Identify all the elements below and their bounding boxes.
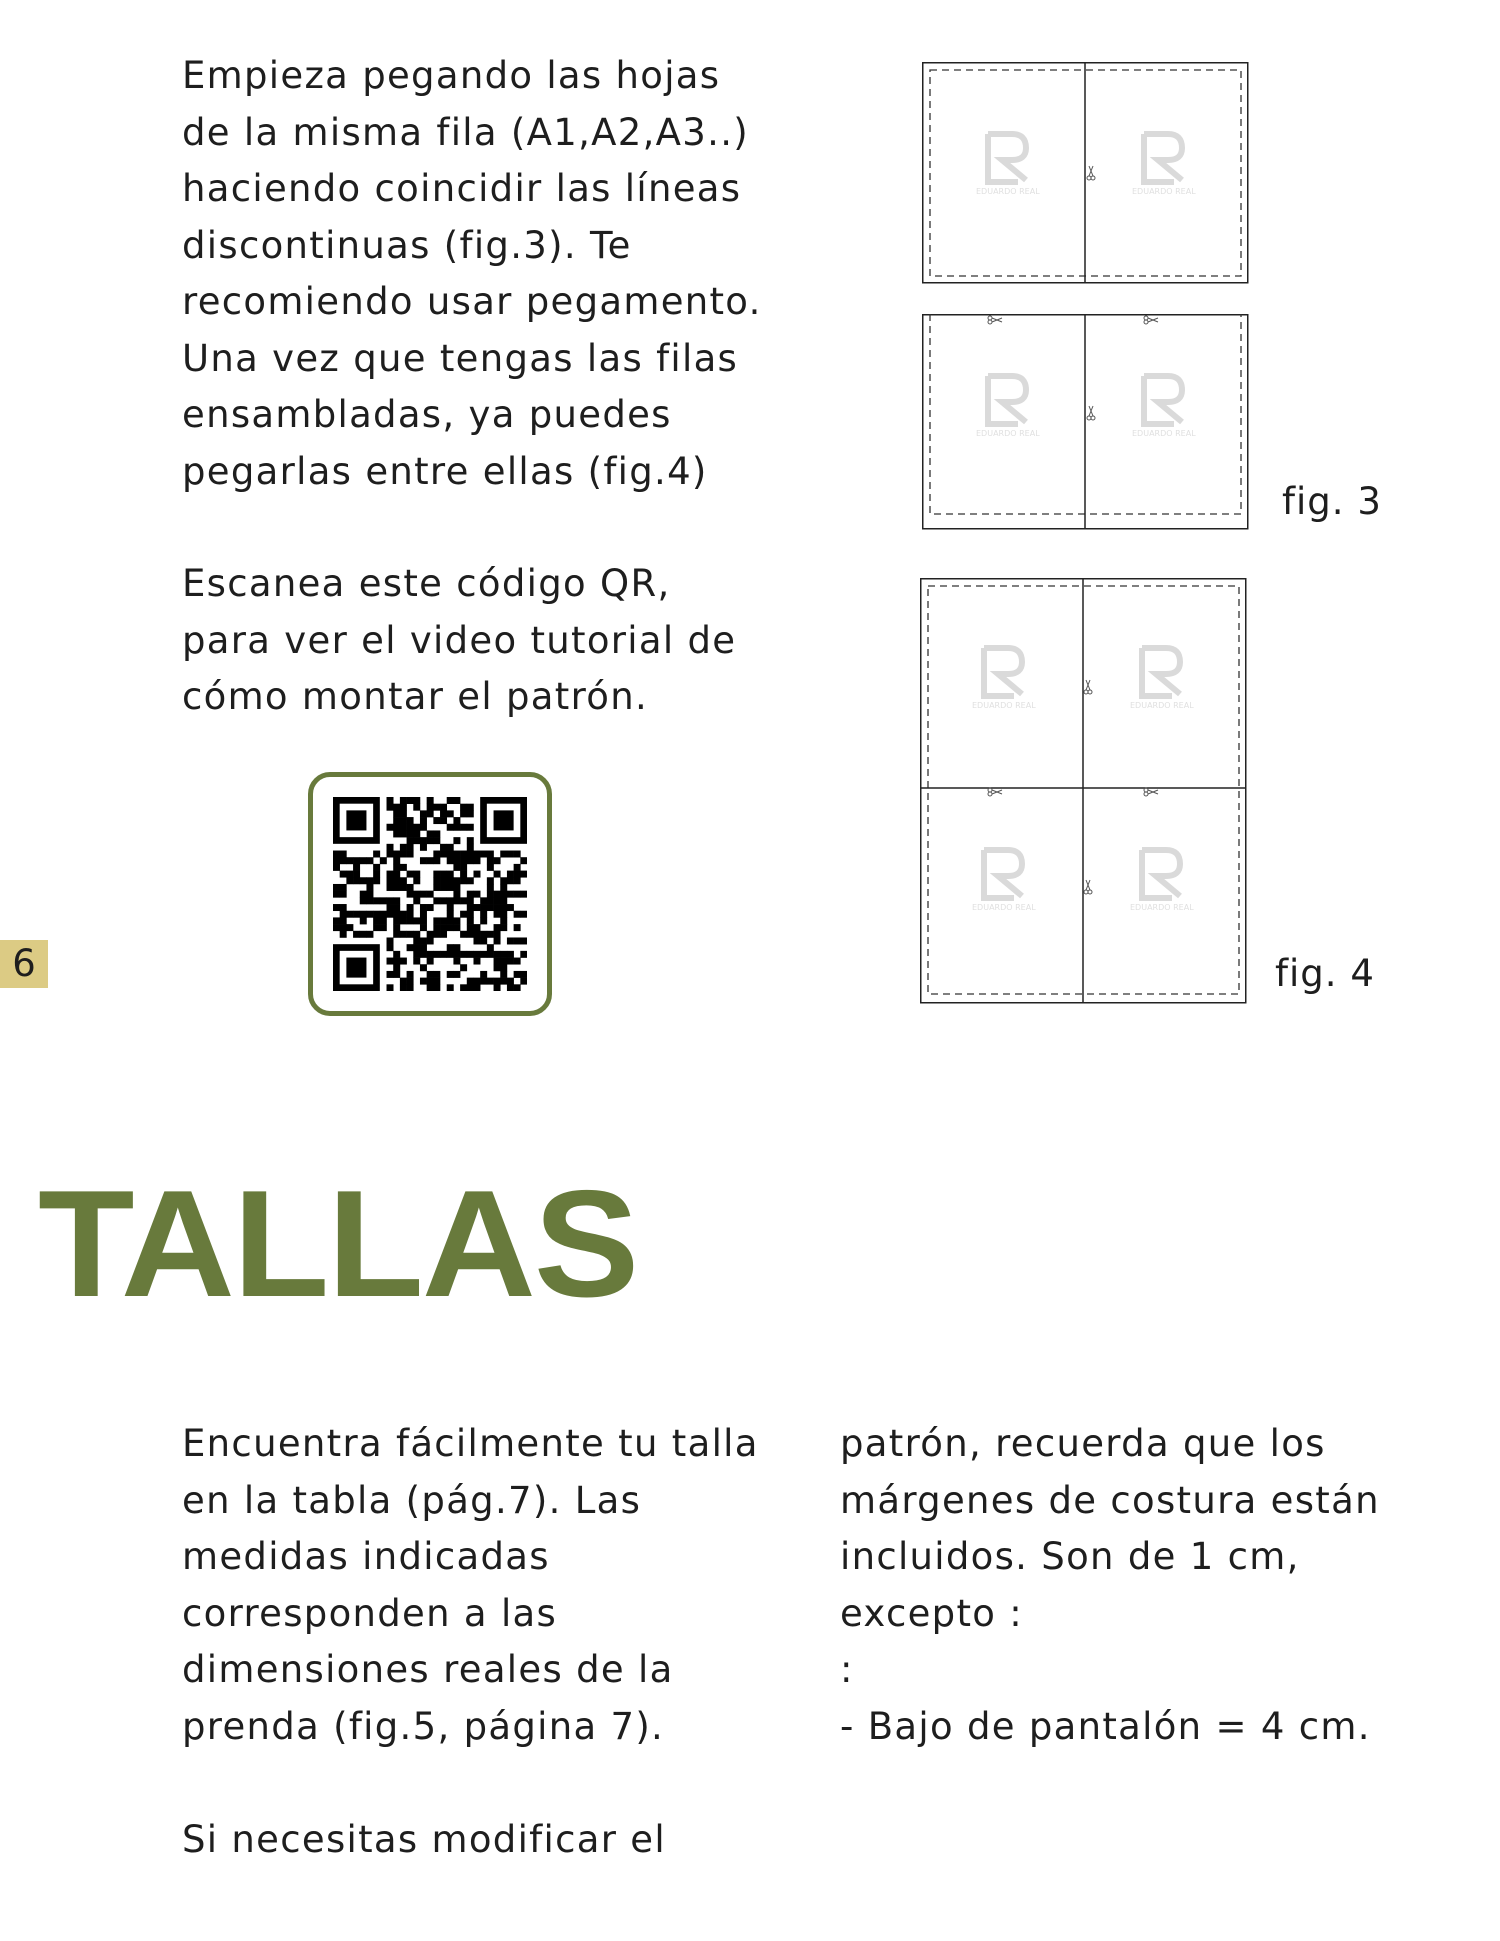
- sizes-paragraph-left-tail: [182, 1812, 666, 1869]
- sizes-line: incluidos. Son de 1 cm,: [840, 1535, 1300, 1578]
- intro-line: ensambladas, ya puedes: [182, 393, 672, 436]
- watermark-label: EDUARDO REAL: [1130, 701, 1194, 710]
- section-title: TALLAS: [38, 1159, 638, 1329]
- watermark-label: EDUARDO REAL: [972, 701, 1036, 710]
- sizes-line: :: [840, 1648, 854, 1691]
- sizes-line: medidas indicadas: [182, 1535, 550, 1578]
- sizes-line: dimensiones reales de la: [182, 1648, 674, 1691]
- watermark-label: EDUARDO REAL: [976, 187, 1040, 196]
- intro-line: recomiendo usar pegamento.: [182, 280, 762, 323]
- intro-line: de la misma fila (A1,A2,A3..): [182, 110, 749, 154]
- intro-line: haciendo coincidir las líneas: [182, 167, 742, 210]
- fig3-sheet-row-top: [922, 62, 1252, 286]
- intro-paragraph: [182, 48, 762, 500]
- qr-line: para ver el video tutorial de: [182, 618, 737, 662]
- sizes-paragraph-right: [840, 1416, 1380, 1755]
- watermark-label: EDUARDO REAL: [1132, 429, 1196, 438]
- sizes-line: patrón, recuerda que los: [840, 1422, 1326, 1465]
- fig3-caption: fig. 3: [1282, 480, 1382, 523]
- sizes-line: Si necesitas modificar el: [182, 1818, 666, 1861]
- qr-code-icon: [333, 797, 527, 991]
- fig3-sheet-row-bottom: [922, 314, 1252, 532]
- sizes-paragraph-left: [182, 1416, 759, 1755]
- sizes-line: márgenes de costura están: [840, 1478, 1380, 1522]
- qr-line: cómo montar el patrón.: [182, 675, 649, 718]
- watermark-label: EDUARDO REAL: [972, 903, 1036, 912]
- fig4-assembled-sheets: [920, 578, 1250, 1006]
- page-number: 6: [0, 940, 48, 988]
- sizes-line: en la tabla (pág.7). Las: [182, 1478, 642, 1522]
- qr-instruction-paragraph: [182, 556, 736, 726]
- sizes-line: excepto :: [840, 1591, 1024, 1635]
- intro-line: pegarlas entre ellas (fig.4): [182, 449, 708, 493]
- intro-line: discontinuas (fig.3). Te: [182, 223, 632, 267]
- intro-line: Una vez que tengas las filas: [182, 336, 739, 380]
- qr-line: Escanea este código QR,: [182, 562, 671, 605]
- sizes-line: corresponden a las: [182, 1591, 558, 1635]
- fig4-caption: fig. 4: [1275, 952, 1375, 995]
- watermark-label: EDUARDO REAL: [1132, 187, 1196, 196]
- sizes-line: Encuentra fácilmente tu talla: [182, 1422, 759, 1465]
- sizes-line: prenda (fig.5, página 7).: [182, 1704, 665, 1748]
- sizes-line: - Bajo de pantalón = 4 cm.: [840, 1704, 1371, 1748]
- watermark-label: EDUARDO REAL: [976, 429, 1040, 438]
- watermark-label: EDUARDO REAL: [1130, 903, 1194, 912]
- intro-line: Empieza pegando las hojas: [182, 54, 721, 97]
- qr-code[interactable]: [308, 772, 552, 1016]
